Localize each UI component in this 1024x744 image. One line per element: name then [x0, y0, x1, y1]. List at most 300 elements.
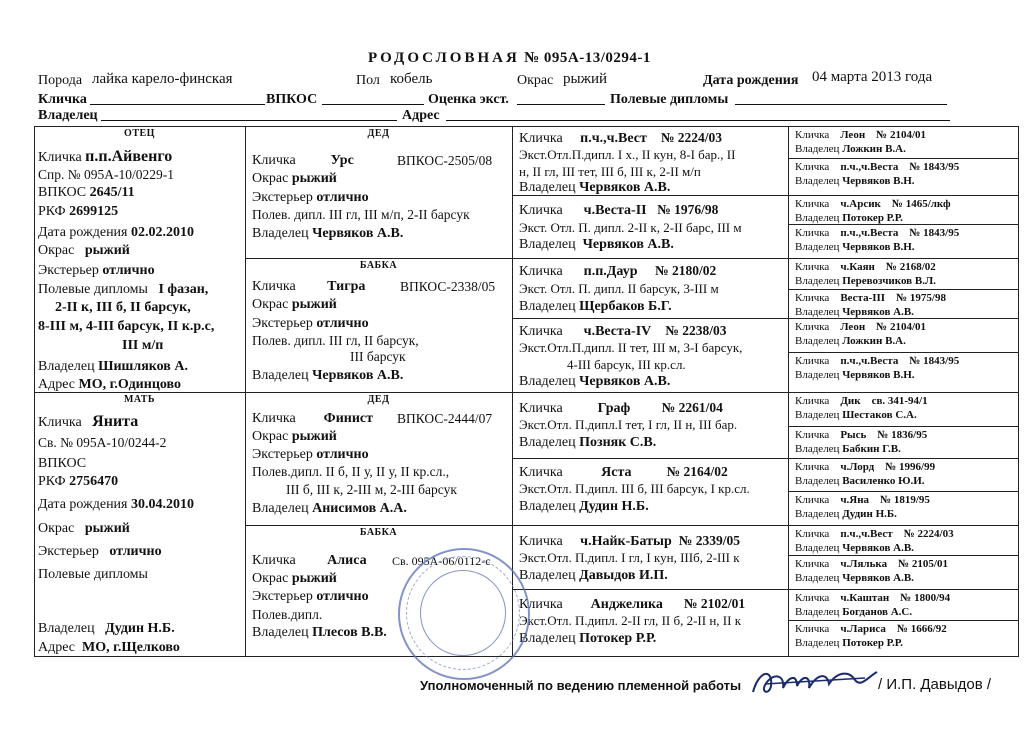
- gm2-sv: Св. 095А-06/0112-с: [392, 554, 491, 568]
- mother-owner: Дудин Н.Б.: [105, 621, 175, 636]
- ggp8-name-label: Кличка: [519, 597, 563, 612]
- gggp-num: № 1836/95: [877, 429, 928, 441]
- gggp-5-owner-row: [795, 275, 936, 288]
- ggp6-name-label: Кличка: [519, 465, 563, 480]
- ggp5-num: № 2261/04: [661, 400, 723, 415]
- gggp-name: ч.Каян: [840, 261, 875, 273]
- name-label: Кличка: [38, 92, 87, 107]
- gggp-sep-1: [788, 158, 1018, 159]
- ggp1-l2: н, II гл, III тет, III б, III к, 2-II м/п: [519, 164, 701, 179]
- gm2-name-label: Кличка: [252, 553, 296, 568]
- ggp-sep-2: [512, 258, 788, 259]
- gggp-name: Рысь: [840, 429, 867, 441]
- gm1-caption: БАБКА: [359, 260, 398, 271]
- father-diplomas-label: Полевые дипломы: [38, 282, 148, 297]
- gggp-1-name-row: [795, 129, 926, 142]
- gggp-sep-13: [788, 555, 1018, 556]
- gggp-14-name-row: [795, 558, 948, 571]
- title-prefix: РОДОСЛОВНАЯ: [368, 50, 520, 66]
- ggp3-owner-label: Владелец: [519, 299, 576, 314]
- ggp7-name-label: Кличка: [519, 534, 563, 549]
- gggp-sep-4: [788, 258, 1018, 259]
- father-spr: Спр. № 095А-10/0229-1: [38, 167, 174, 182]
- organization-stamp: [398, 548, 530, 680]
- gp1-name-label: Кличка: [252, 153, 296, 168]
- gggp-name-label: Кличка: [795, 198, 830, 210]
- gggp-name: п.ч.,ч.Веста: [840, 355, 899, 367]
- gp1-color: рыжий: [291, 171, 337, 186]
- father-dob: 02.02.2010: [131, 225, 194, 240]
- ggp7-l1: Экст.Отл. П.дипл. I гл, I кун, IIIб, 2-III к: [519, 550, 740, 565]
- table-border-top: [34, 126, 1018, 127]
- vpkos-label: ВПКОС: [266, 92, 318, 107]
- ggp1-owner-label: Владелец: [519, 180, 576, 195]
- dob-value: 04 марта 2013 года: [812, 69, 933, 85]
- gggp-owner: Дудин Н.Б.: [842, 508, 897, 520]
- father-owner-label: Владелец: [38, 359, 95, 374]
- ggp1-name: п.ч.,ч.Вест: [580, 131, 647, 146]
- gp-sep-3: [245, 525, 512, 526]
- gggp-sep-9: [788, 426, 1018, 427]
- gp1-color-label: Окрас: [252, 171, 289, 186]
- gggp-num: № 2104/01: [876, 129, 927, 141]
- mother-sv: Св. № 095А-10/0244-2: [38, 435, 167, 450]
- exterior-label: Оценка экст.: [428, 92, 509, 107]
- gm2-exterior-label: Экстерьер: [252, 589, 313, 604]
- ggp7-name: ч.Найк-Батыр: [580, 534, 672, 549]
- father-name: п.п.Айвенго: [85, 148, 173, 165]
- gggp-name-label: Кличка: [795, 623, 830, 635]
- father-owner: Шишляков А.: [98, 359, 188, 374]
- ggp6-name: Яста: [601, 465, 632, 480]
- gggp-num: № 1800/94: [900, 592, 951, 604]
- gggp-sep-5: [788, 289, 1018, 290]
- gggp-name: ч.Лялька: [840, 558, 888, 570]
- ggp8-owner-label: Владелец: [519, 631, 576, 646]
- ggp-sep-7: [512, 589, 788, 590]
- gggp-owner: Шестаков С.А.: [842, 409, 917, 421]
- father-caption: ОТЕЦ: [124, 128, 155, 139]
- gggp-name: п.ч.,ч.Вест: [840, 528, 893, 540]
- ggp1-name-label: Кличка: [519, 131, 563, 146]
- gggp-owner-label: Владелец: [795, 369, 840, 381]
- gm1-name-label: Кличка: [252, 279, 296, 294]
- gggp-8-name-row: [795, 355, 959, 368]
- gggp-num: № 1465/лкф: [891, 198, 951, 210]
- ggp5-owner: Позняк С.В.: [579, 435, 657, 450]
- address-label: Адрес: [402, 108, 440, 123]
- gggp-sep-14: [788, 589, 1018, 590]
- gggp-name-label: Кличка: [795, 321, 830, 333]
- gggp-num: № 1843/95: [909, 161, 960, 173]
- gggp-owner-label: Владелец: [795, 335, 840, 347]
- gp2-caption: ДЕД: [367, 394, 390, 405]
- gggp-name: п.ч.,ч.Веста: [840, 227, 899, 239]
- sex-value: кобель: [390, 71, 433, 87]
- ggp2-name: ч.Веста-II: [583, 203, 647, 218]
- gggp-owner: Бабкин Г.В.: [842, 443, 901, 455]
- gm1-owner-label: Владелец: [252, 368, 309, 383]
- gggp-name-label: Кличка: [795, 558, 830, 570]
- gggp-name: Веста-III: [840, 292, 886, 304]
- gggp-2-owner-row: [795, 175, 915, 188]
- father-dob-label: Дата рождения: [38, 225, 128, 240]
- father-dipl-4: III м/п: [122, 338, 164, 353]
- vpkos-line: [322, 104, 424, 105]
- ggp1-num: № 2224/03: [660, 130, 723, 145]
- ggp6-owner-label: Владелец: [519, 499, 576, 514]
- gggp-name-label: Кличка: [795, 261, 830, 273]
- gggp-owner: Перевозчиков В.Л.: [842, 275, 936, 287]
- exterior-line: [517, 104, 605, 105]
- ggp4-l1: Экст.Отл.П.дипл. II тет, III м, 3-I барсук,: [519, 340, 743, 355]
- mother-address-label: Адрес: [38, 640, 76, 655]
- gggp-owner: Потокер Р.Р.: [842, 212, 903, 224]
- ggp5-l1: Экст.Отл. П.дипл.I тет, I гл, II н, III бар.: [519, 417, 738, 432]
- gggp-owner: Ложкин В.А.: [842, 143, 906, 155]
- gggp-7-owner-row: [795, 335, 906, 348]
- color-label: Окрас: [517, 73, 554, 88]
- owner-line: [101, 120, 397, 121]
- gggp-name-label: Кличка: [795, 292, 830, 304]
- ggp2-name-label: Кличка: [519, 203, 563, 218]
- gggp-12-name-row: [795, 494, 930, 507]
- gggp-owner-label: Владелец: [795, 542, 840, 554]
- gggp-owner: Ложкин В.А.: [842, 335, 906, 347]
- ggp3-l1: Экст. Отл. П. дипл. II барсук, 3-III м: [519, 281, 719, 296]
- gp2-exterior: отлично: [316, 447, 369, 462]
- ggp4-name-label: Кличка: [519, 324, 563, 339]
- document-title: [368, 50, 651, 67]
- gm1-exterior: отлично: [316, 316, 369, 331]
- sex-label: Пол: [356, 73, 380, 88]
- address-line: [446, 120, 950, 121]
- gggp-1-owner-row: [795, 143, 906, 156]
- gm2-color: рыжий: [291, 571, 337, 586]
- ggp6-num: № 2164/02: [666, 464, 728, 479]
- mother-rkf-label: РКФ: [38, 474, 66, 489]
- gp2-name-label: Кличка: [252, 411, 296, 426]
- gm1-dipl-1: Полев. дипл. III гл, II барсук,: [252, 333, 419, 348]
- ggp5-owner-label: Владелец: [519, 435, 576, 450]
- gggp-num: № 1819/95: [880, 494, 930, 506]
- gp1-exterior-label: Экстерьер: [252, 190, 313, 205]
- gp2-name: Финист: [323, 411, 373, 426]
- gggp-name-label: Кличка: [795, 161, 830, 173]
- gggp-name-label: Кличка: [795, 355, 830, 367]
- mother-caption: МАТЬ: [123, 394, 156, 405]
- gggp-owner-label: Владелец: [795, 637, 840, 649]
- gggp-num: св. 341-94/1: [871, 395, 928, 407]
- ggp2-l1: Экст. Отл. П. дипл. 2-II к, 2-II барс, III м: [519, 220, 742, 235]
- color-value: рыжий: [563, 71, 607, 87]
- ggp4-owner-label: Владелец: [519, 374, 576, 389]
- gm1-color-label: Окрас: [252, 297, 289, 312]
- ggp3-name-label: Кличка: [519, 264, 563, 279]
- gggp-4-name-row: [795, 227, 959, 240]
- gggp-13-owner-row: [795, 542, 914, 555]
- gp2-dipl-1: Полев.дипл. II б, II у, II у, II кр.сл.,: [252, 464, 450, 479]
- gggp-owner-label: Владелец: [795, 212, 840, 224]
- gm1-vpkos: ВПКОС-2338/05: [400, 279, 496, 294]
- ggp7-owner: Давыдов И.П.: [579, 568, 668, 583]
- gggp-num: № 1975/98: [896, 292, 946, 304]
- ggp4-num: № 2238/03: [665, 323, 727, 338]
- gggp-name-label: Кличка: [795, 395, 830, 407]
- ggp5-name: Граф: [597, 401, 631, 416]
- mother-name: Янита: [92, 413, 139, 430]
- gggp-owner-label: Владелец: [795, 175, 840, 187]
- gggp-num: № 1843/95: [909, 355, 960, 367]
- gggp-owner-label: Владелец: [795, 306, 840, 318]
- mother-exterior-label: Экстерьер: [38, 544, 99, 559]
- gggp-sep-10: [788, 458, 1018, 459]
- gggp-5-name-row: [795, 261, 936, 274]
- mother-dob: 30.04.2010: [131, 497, 194, 512]
- father-address: МО, г.Одинцово: [78, 377, 181, 392]
- mother-name-label: Кличка: [38, 415, 82, 430]
- gggp-name: ч.Каштан: [840, 592, 890, 604]
- gggp-11-owner-row: [795, 475, 925, 488]
- ggp1-owner: Червяков А.В.: [579, 180, 671, 195]
- gggp-name: п.ч.,ч.Веста: [840, 161, 899, 173]
- gggp-num: № 2105/01: [898, 558, 948, 570]
- gggp-owner-label: Владелец: [795, 275, 840, 287]
- gggp-num: № 1843/95: [909, 227, 960, 239]
- gggp-owner-label: Владелец: [795, 508, 840, 520]
- gggp-owner-label: Владелец: [795, 572, 840, 584]
- gggp-owner: Червяков В.Н.: [842, 175, 915, 187]
- ggp8-l1: Экст.Отл. П.дипл. 2-II гл, II б, 2-II н, II к: [519, 613, 742, 628]
- gggp-sep-15: [788, 620, 1018, 621]
- dob-label: Дата рождения: [703, 73, 799, 88]
- gp2-color-label: Окрас: [252, 429, 289, 444]
- gm2-owner: Плесов В.В.: [312, 625, 387, 640]
- gp1-owner: Червяков А.В.: [312, 226, 404, 241]
- gggp-4-owner-row: [795, 241, 915, 254]
- gggp-name-label: Кличка: [795, 429, 830, 441]
- gggp-owner-label: Владелец: [795, 241, 840, 253]
- gggp-owner: Василенко Ю.И.: [842, 475, 925, 487]
- gggp-num: № 2224/03: [903, 528, 954, 540]
- ggp4-owner: Червяков А.В.: [579, 374, 671, 389]
- gm1-dipl-2: III барсук: [350, 349, 406, 364]
- gggp-num: № 1996/99: [885, 461, 936, 473]
- ggp3-name: п.п.Даур: [583, 264, 638, 279]
- gp-sep-2: [245, 392, 512, 393]
- father-color-label: Окрас: [38, 243, 75, 258]
- gm2-exterior: отлично: [316, 589, 369, 604]
- gggp-owner-label: Владелец: [795, 409, 840, 421]
- ggp-sep-3: [512, 318, 788, 319]
- ggp-sep-4: [512, 392, 788, 393]
- gm1-exterior-label: Экстерьер: [252, 316, 313, 331]
- mother-address: МО, г.Щелково: [82, 640, 180, 655]
- ggp2-num: № 1976/98: [657, 202, 719, 217]
- mother-owner-label: Владелец: [38, 621, 95, 636]
- gm2-caption: БАБКА: [359, 527, 398, 538]
- mother-color-label: Окрас: [38, 521, 75, 536]
- ggp7-owner-label: Владелец: [519, 568, 576, 583]
- gp1-dipl: Полев. дипл. III гл, III м/п, 2-II барсук: [252, 207, 470, 222]
- gp2-exterior-label: Экстерьер: [252, 447, 313, 462]
- gp2-owner: Анисимов А.А.: [312, 501, 407, 516]
- gggp-6-owner-row: [795, 306, 914, 319]
- ggp5-name-label: Кличка: [519, 401, 563, 416]
- gggp-9-name-row: [795, 395, 928, 408]
- signature: [745, 662, 885, 702]
- gggp-sep-8: [788, 392, 1018, 393]
- gp2-color: рыжий: [291, 429, 337, 444]
- gm2-dipl: Полев.дипл.: [252, 607, 323, 622]
- gp2-dipl-2: III б, III к, 2-III м, 2-III барсук: [286, 482, 457, 497]
- gggp-owner-label: Владелец: [795, 443, 840, 455]
- owner-label: Владелец: [38, 108, 98, 123]
- signer-name: / И.П. Давыдов /: [878, 676, 992, 693]
- father-rkf: 2699125: [69, 204, 119, 219]
- gggp-name-label: Кличка: [795, 227, 830, 239]
- gggp-6-name-row: [795, 292, 946, 305]
- father-exterior: отлично: [102, 263, 155, 278]
- gm2-name: Алиса: [327, 553, 367, 568]
- gggp-sep-11: [788, 491, 1018, 492]
- gggp-num: № 1666/92: [896, 623, 947, 635]
- gp1-owner-label: Владелец: [252, 226, 309, 241]
- ggp8-owner: Потокер Р.Р.: [579, 631, 657, 646]
- ggp7-num: № 2339/05: [678, 533, 740, 548]
- ggp6-owner: Дудин Н.Б.: [579, 499, 649, 514]
- gggp-name: ч.Арсик: [840, 198, 881, 210]
- ggp-sep-5: [512, 458, 788, 459]
- gggp-16-name-row: [795, 623, 947, 636]
- mother-dob-label: Дата рождения: [38, 497, 128, 512]
- gggp-name-label: Кличка: [795, 528, 830, 540]
- gggp-owner: Червяков А.В.: [842, 542, 914, 554]
- gp2-owner-label: Владелец: [252, 501, 309, 516]
- gggp-name-label: Кличка: [795, 461, 830, 473]
- gggp-name-label: Кличка: [795, 129, 830, 141]
- gggp-3-owner-row: [795, 212, 903, 225]
- father-exterior-label: Экстерьер: [38, 263, 99, 278]
- gggp-16-owner-row: [795, 637, 903, 650]
- gggp-name: Леон: [840, 129, 866, 141]
- gggp-name: ч.Лорд: [840, 461, 875, 473]
- father-dipl-1: I фазан,: [158, 282, 209, 297]
- gggp-8-owner-row: [795, 369, 915, 382]
- mother-exterior: отлично: [109, 544, 162, 559]
- gm2-color-label: Окрас: [252, 571, 289, 586]
- gp1-name: Урс: [330, 153, 354, 168]
- father-vpkos: 2645/11: [89, 185, 135, 200]
- mother-diplomas-label: Полевые дипломы: [38, 567, 148, 582]
- father-address-label: Адрес: [38, 377, 76, 392]
- ggp8-name: Анджелика: [590, 597, 663, 612]
- pedigree-number: № 095А-13/0294-1: [524, 50, 651, 66]
- father-color: рыжий: [84, 243, 130, 258]
- gggp-name: Дик: [840, 395, 861, 407]
- gggp-15-name-row: [795, 592, 950, 605]
- gm1-owner: Червяков А.В.: [312, 368, 404, 383]
- gggp-14-owner-row: [795, 572, 914, 585]
- ggp2-owner: Червяков А.В.: [582, 237, 674, 252]
- gm1-name: Тигра: [327, 279, 366, 294]
- gggp-15-owner-row: [795, 606, 912, 619]
- gggp-owner-label: Владелец: [795, 475, 840, 487]
- ggp-sep-6: [512, 525, 788, 526]
- ggp4-l2: 4-III барсук, III кр.сл.: [567, 357, 686, 372]
- father-rkf-label: РКФ: [38, 204, 66, 219]
- breed-label: Порода: [38, 73, 83, 88]
- ggp3-owner: Щербаков Б.Г.: [579, 299, 672, 314]
- father-dipl-2: 2-II к, III б, II барсук,: [55, 300, 191, 315]
- table-border-right: [1018, 126, 1019, 657]
- gggp-name: ч.Лариса: [840, 623, 886, 635]
- gggp-name: ч.Яна: [840, 494, 870, 506]
- gggp-owner-label: Владелец: [795, 606, 840, 618]
- gm2-owner-label: Владелец: [252, 625, 309, 640]
- gggp-owner: Червяков А.В.: [842, 572, 914, 584]
- gggp-7-name-row: [795, 321, 926, 334]
- authorized-label: Уполномоченный по ведению племенной работы: [420, 678, 742, 693]
- gggp-name-label: Кличка: [795, 592, 830, 604]
- gggp-owner-label: Владелец: [795, 143, 840, 155]
- gp1-caption: ДЕД: [367, 128, 390, 139]
- father-name-label: Кличка: [38, 150, 82, 165]
- ggp6-l1: Экст.Отл. П.дипл. III б, III барсук, I кр.сл.: [519, 481, 750, 496]
- ggp3-num: № 2180/02: [655, 263, 717, 278]
- mother-color: рыжий: [84, 521, 130, 536]
- table-border-bottom: [34, 656, 1018, 657]
- father-vpkos-label: ВПКОС: [38, 185, 87, 200]
- gm1-color: рыжий: [291, 297, 337, 312]
- gggp-sep-7: [788, 352, 1018, 353]
- mother-rkf: 2756470: [69, 474, 119, 489]
- gggp-3-name-row: [795, 198, 951, 211]
- gp2-vpkos: ВПКОС-2444/07: [397, 411, 493, 426]
- gggp-num: № 2168/02: [885, 261, 936, 273]
- gggp-owner: Червяков В.Н.: [842, 369, 915, 381]
- gggp-13-name-row: [795, 528, 954, 541]
- breed-value: лайка карело-финская: [92, 71, 233, 87]
- gggp-12-owner-row: [795, 508, 897, 521]
- gggp-num: № 2104/01: [876, 321, 927, 333]
- ggp2-owner-label: Владелец: [519, 237, 576, 252]
- gggp-sep-12: [788, 525, 1018, 526]
- gggp-sep-2: [788, 195, 1018, 196]
- diplomas-line: [735, 104, 947, 105]
- gggp-owner: Червяков В.Н.: [842, 241, 915, 253]
- gggp-owner: Потокер Р.Р.: [842, 637, 903, 649]
- gggp-10-owner-row: [795, 443, 901, 456]
- diplomas-label: Полевые дипломы: [610, 92, 729, 107]
- gggp-owner: Червяков А.В.: [842, 306, 914, 318]
- gggp-name: Леон: [840, 321, 866, 333]
- gggp-owner: Богданов А.С.: [842, 606, 913, 618]
- ggp1-l1: Экст.Отл.П.дипл. I х., II кун, 8-I бар., II: [519, 147, 736, 162]
- gggp-2-name-row: [795, 161, 959, 174]
- gp1-exterior: отлично: [316, 190, 369, 205]
- mother-vpkos-label: ВПКОС: [38, 456, 87, 471]
- gggp-name-label: Кличка: [795, 494, 830, 506]
- ggp8-num: № 2102/01: [683, 596, 746, 611]
- gp1-vpkos: ВПКОС-2505/08: [397, 153, 493, 168]
- ggp4-name: ч.Веста-IV: [583, 324, 652, 339]
- gggp-10-name-row: [795, 429, 927, 442]
- gggp-9-owner-row: [795, 409, 917, 422]
- gp-sep-1: [245, 258, 512, 259]
- gggp-11-name-row: [795, 461, 935, 474]
- father-dipl-3: 8-III м, 4-III барсук, II к.р.с,: [38, 319, 215, 334]
